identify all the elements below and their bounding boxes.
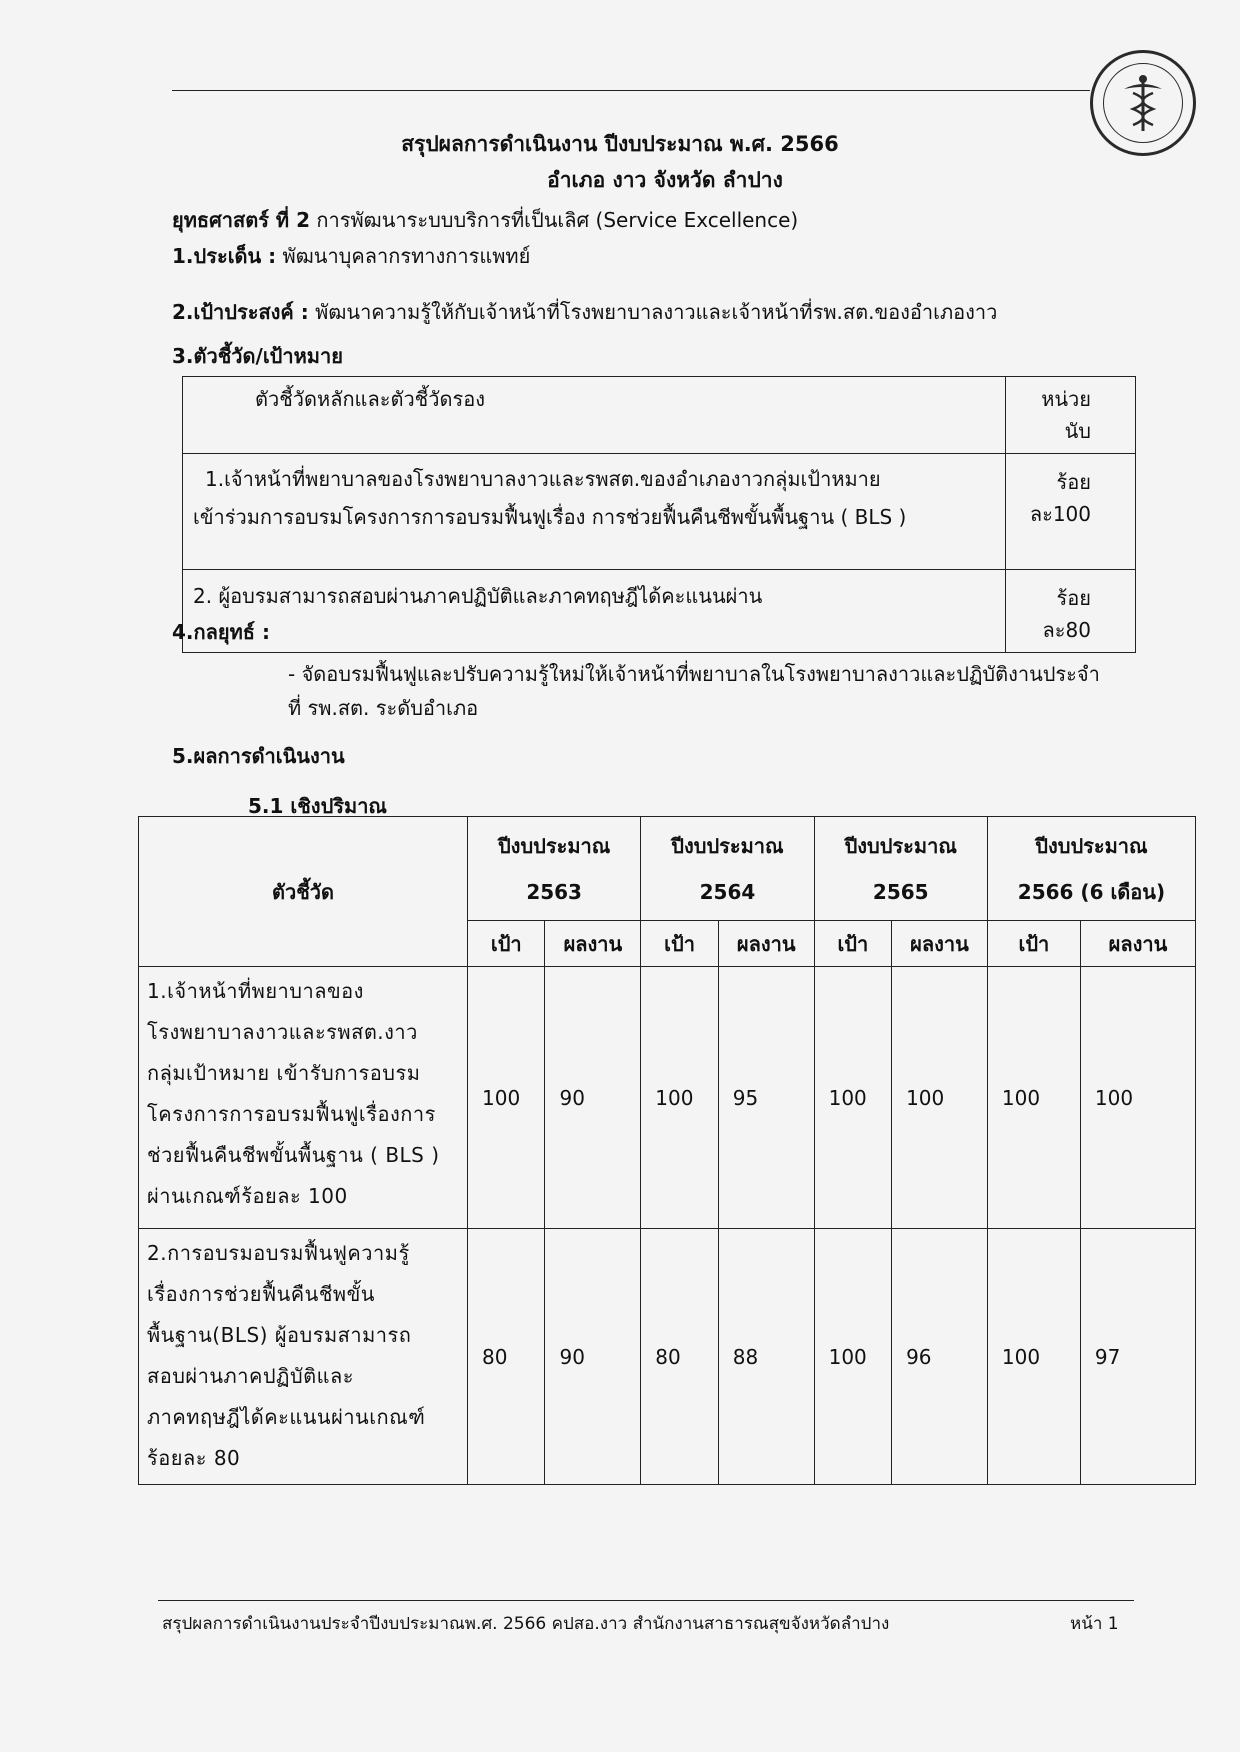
document-title: สรุปผลการดำเนินงาน ปีงบประมาณ พ.ศ. 2566 xyxy=(401,132,839,156)
results-row xyxy=(139,1229,1196,1485)
result-header: ผลงาน xyxy=(1080,921,1195,967)
result-header: ผลงาน xyxy=(892,921,988,967)
value-cell: 90 xyxy=(545,1229,641,1485)
year-header-2565: ปีงบประมาณ 2565 xyxy=(814,817,987,921)
value-cell: 100 xyxy=(814,967,891,1229)
result-header: ผลงาน xyxy=(545,921,641,967)
objective-label: 2.เป้าประสงค์ : xyxy=(172,300,309,324)
objective-text: พัฒนาความรู้ให้กับเจ้าหน้าที่โรงพยาบาลงาวและเจ้าหน้าที่รพ.สต.ของอำเภองาว xyxy=(315,300,998,324)
strategy-heading-label: ยุทธศาสตร์ ที่ 2 xyxy=(172,208,310,232)
unit-cell: ร้อยละ100 xyxy=(1006,454,1136,570)
ministry-seal xyxy=(1090,50,1196,156)
year-header-2563: ปีงบประมาณ 2563 xyxy=(468,817,641,921)
value-cell: 96 xyxy=(892,1229,988,1485)
value-cell: 100 xyxy=(641,967,718,1229)
tactic-heading: 4.กลยุทธ์ : xyxy=(172,620,270,644)
document-location: อำเภอ งาว จังหวัด ลำปาง xyxy=(547,168,783,192)
footer-rule xyxy=(158,1600,1134,1601)
indicator-row xyxy=(183,570,1136,653)
value-cell: 88 xyxy=(718,1229,814,1485)
target-header: เป้า xyxy=(641,921,718,967)
results-indicator-header: ตัวชี้วัด xyxy=(139,817,468,967)
value-cell: 80 xyxy=(468,1229,545,1485)
value-cell: 97 xyxy=(1080,1229,1195,1485)
objective-line xyxy=(172,296,1072,328)
results-row xyxy=(139,967,1196,1229)
results-indicator-cell: 1.เจ้าหน้าที่พยาบาลของ โรงพยาบาลงาวและรพสต.งาว กลุ่มเป้าหมาย เข้ารับการอบรม โครงการการอบรมฟื้นฟูเรื่องการ ช่วยฟื้นคืนชีพขั้นพื้นฐาน ( BLS ) ผ่านเกณฑ์ร้อยละ 100 xyxy=(139,967,468,1229)
results-subheading: 5.1 เชิงปริมาณ xyxy=(248,794,387,818)
value-cell: 80 xyxy=(641,1229,718,1485)
tactic-line-1: - จัดอบรมฟื้นฟูและปรับความรู้ใหม่ให้เจ้าหน้าที่พยาบาลในโรงพยาบาลงาวและปฏิบัติงานประจำ xyxy=(288,662,1100,686)
results-indicator-cell: 2.การอบรมอบรมฟื้นฟูความรู้ เรื่องการช่วยฟื้นคืนชีพขั้น พื้นฐาน(BLS) ผู้อบรมสามารถ สอบผ่านภาคปฏิบัติและ ภาคทฤษฎีได้คะแนนผ่านเกณฑ์ ร้อยละ 80 xyxy=(139,1229,468,1485)
value-cell: 90 xyxy=(545,967,641,1229)
tactic-line-2: ที่ รพ.สต. ระดับอำเภอ xyxy=(288,696,479,720)
target-header: เป้า xyxy=(468,921,545,967)
value-cell: 100 xyxy=(987,967,1080,1229)
results-heading: 5.ผลการดำเนินงาน xyxy=(172,744,345,768)
results-table xyxy=(138,816,1196,1485)
strategy-heading xyxy=(172,204,1052,236)
year-header-2566: ปีงบประมาณ 2566 (6 เดือน) xyxy=(987,817,1195,921)
unit-col-header: หน่วยนับ xyxy=(1006,377,1136,454)
indicator-row xyxy=(183,454,1136,570)
indicator-cell: 1.เจ้าหน้าที่พยาบาลของโรงพยาบาลงาวและรพสต.ของอำเภองาวกลุ่มเป้าหมาย เข้าร่วมการอบรมโครงการการอบรมฟื้นฟูเรื่อง การช่วยฟื้นคืนชีพขั้นพื้นฐาน ( BLS ) xyxy=(183,454,1006,570)
value-cell: 100 xyxy=(892,967,988,1229)
page-number: หน้า 1 xyxy=(1070,1614,1119,1634)
strategy-heading-text: การพัฒนาระบบบริการที่เป็นเลิศ (Service Excellence) xyxy=(316,208,799,232)
target-header: เป้า xyxy=(987,921,1080,967)
footer-text: สรุปผลการดำเนินงานประจำปีงบประมาณพ.ศ. 2566 คปสอ.งาว สำนักงานสาธารณสุขจังหวัดลำปาง xyxy=(162,1614,890,1634)
issue-label: 1.ประเด็น : xyxy=(172,244,277,268)
indicator-table xyxy=(182,376,1136,653)
issue-text: พัฒนาบุคลากรทางการแพทย์ xyxy=(282,244,531,268)
year-header-2564: ปีงบประมาณ 2564 xyxy=(641,817,814,921)
value-cell: 100 xyxy=(1080,967,1195,1229)
value-cell: 100 xyxy=(468,967,545,1229)
indicator-cell: 2. ผู้อบรมสามารถสอบผ่านภาคปฏิบัติและภาคทฤษฎีได้คะแนนผ่าน xyxy=(183,570,1006,653)
unit-cell: ร้อยละ80 xyxy=(1006,570,1136,653)
indicator-col-header: ตัวชี้วัดหลักและตัวชี้วัดรอง xyxy=(183,377,1006,454)
value-cell: 100 xyxy=(814,1229,891,1485)
indicators-heading: 3.ตัวชี้วัด/เป้าหมาย xyxy=(172,344,343,368)
header-rule xyxy=(172,90,1090,91)
result-header: ผลงาน xyxy=(718,921,814,967)
target-header: เป้า xyxy=(814,921,891,967)
value-cell: 100 xyxy=(987,1229,1080,1485)
caduceus-icon xyxy=(1103,63,1183,143)
issue-line xyxy=(172,240,1052,272)
value-cell: 95 xyxy=(718,967,814,1229)
